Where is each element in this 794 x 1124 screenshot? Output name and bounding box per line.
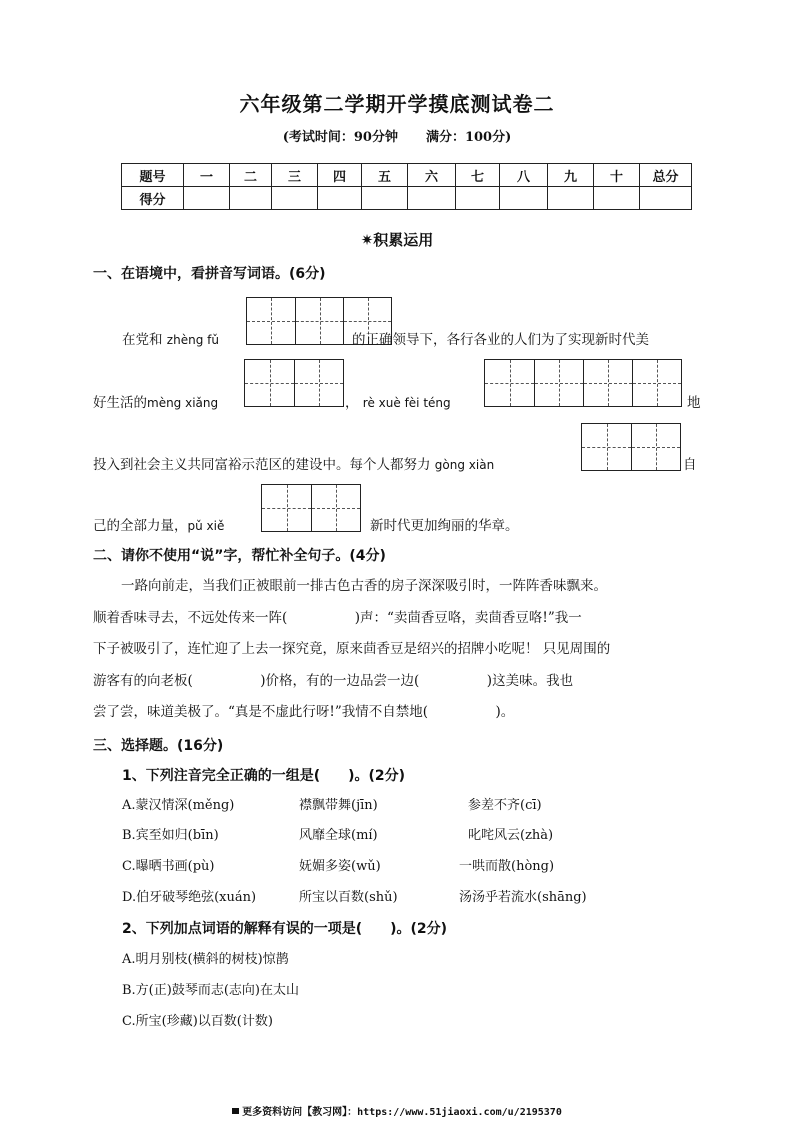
score-row-label: 得分 — [122, 187, 184, 210]
option-c1: C.曝晒书画(pù) — [122, 859, 215, 874]
flag-icon — [232, 1108, 239, 1114]
section-title: ✷积累运用 — [360, 231, 434, 249]
score-cell: 总分 — [640, 164, 692, 187]
score-input-cell[interactable] — [272, 187, 318, 210]
score-cell: 二 — [230, 164, 272, 187]
score-input-cell[interactable] — [456, 187, 500, 210]
q2-paragraph — [93, 571, 705, 729]
score-input-cell[interactable] — [184, 187, 230, 210]
score-cell: 六 — [408, 164, 456, 187]
score-cell: 四 — [318, 164, 362, 187]
exam-info — [0, 126, 794, 145]
option-c3: 一哄而散(hòng) — [459, 859, 555, 874]
pinyin-zhengfu: zhèng fǔ — [166, 333, 219, 347]
score-cell: 八 — [500, 164, 548, 187]
q2-line: 下子被吸引了，连忙迎了上去一探究竟，原来茴香豆是绍兴的招牌小吃呢！ 只见周围的 — [93, 641, 611, 657]
q1-line2 — [93, 391, 218, 411]
q1-line4-tail: 新时代更加绚丽的华章。 — [370, 518, 519, 534]
score-cell: 题号 — [122, 164, 184, 187]
score-input-cell[interactable] — [230, 187, 272, 210]
q1-text: 在党和 — [122, 332, 163, 348]
pinyin-gongxian: gòng xiàn — [434, 458, 495, 472]
score-input-cell[interactable] — [640, 187, 692, 210]
answer-grid-rexuefeiteng[interactable] — [484, 359, 682, 407]
option-c2: 妩媚多姿(wǔ) — [299, 859, 381, 874]
q1-text: 投入到社会主义共同富裕示范区的建设中。每个人都努力 — [93, 457, 431, 473]
q1-line3-tail: 自 — [683, 457, 697, 473]
q2-line: 尝了尝，味道美极了。“真是不虚此行呀!”我情不自禁地( )。 — [93, 704, 515, 720]
answer-grid-puxie[interactable] — [261, 484, 361, 532]
score-table-score-row — [122, 187, 692, 210]
q1-text: ， — [345, 395, 359, 411]
q2-line: 一路向前走，当我们正被眼前一排古色古香的房子深深吸引时，一阵阵香味飘来。 — [121, 578, 607, 594]
score-input-cell[interactable] — [548, 187, 594, 210]
score-table — [121, 163, 692, 210]
score-input-cell[interactable] — [594, 187, 640, 210]
footer — [0, 1103, 794, 1118]
score-input-cell[interactable] — [500, 187, 548, 210]
option-a1: A.蒙汉情深(měng) — [122, 798, 235, 813]
option-a3: 参差不齐(cī) — [468, 798, 542, 813]
q1-heading: 一、在语境中，看拼音写词语。(6分) — [93, 266, 326, 282]
score-table-header-row — [122, 164, 692, 187]
option-b1: B.宾至如归(bīn) — [122, 828, 219, 843]
q1-line1 — [122, 328, 219, 348]
q3-heading: 三、选择题。(16分) — [93, 738, 224, 754]
option-a2: 襟飘带舞(jīn) — [299, 798, 378, 813]
q1-line1-tail: 的正确领导下，各行各业的人们为了实现新时代美 — [352, 332, 649, 348]
q1-line2-tail: 地 — [687, 395, 701, 411]
option-b2: 风靡全球(mí) — [299, 828, 378, 843]
q1-line2-mid — [345, 391, 451, 411]
page-title: 六年级第二学期开学摸底测试卷二 — [239, 92, 555, 116]
q1-text: 好生活的 — [93, 395, 147, 411]
answer-grid-gongxian[interactable] — [581, 423, 681, 471]
option-2b: B.方(正)鼓琴而志(志向)在太山 — [122, 983, 299, 998]
q2-heading: 二、请你不使用“说”字，帮忙补全句子。(4分) — [93, 548, 386, 564]
q1-line3 — [93, 453, 494, 473]
full-score: 满分：100分) — [425, 130, 512, 145]
option-d3: 汤汤乎若流水(shāng) — [459, 890, 587, 905]
answer-grid-mengxiang[interactable] — [244, 359, 344, 407]
score-input-cell[interactable] — [362, 187, 408, 210]
score-input-cell[interactable] — [318, 187, 362, 210]
score-cell: 三 — [272, 164, 318, 187]
option-b3: 叱咤风云(zhà) — [468, 828, 554, 843]
score-cell: 九 — [548, 164, 594, 187]
footer-link[interactable]: 更多资料访问【教习网】：https://www.51jiaoxi.com/u/2195370 — [242, 1107, 562, 1118]
q1-text: 己的全部力量， — [93, 518, 188, 534]
option-2c: C.所宝(珍藏)以百数(计数) — [122, 1014, 273, 1029]
q1-line4 — [93, 514, 224, 534]
score-cell: 一 — [184, 164, 230, 187]
option-d1: D.伯牙破琴绝弦(xuán) — [122, 890, 257, 905]
q3-sub2: 2、下列加点词语的解释有误的一项是( )。(2分) — [122, 921, 448, 937]
pinyin-rexuefeiteng: rè xuè fèi téng — [362, 396, 451, 410]
score-cell: 五 — [362, 164, 408, 187]
option-d2: 所宝以百数(shǔ) — [299, 890, 398, 905]
q3-sub1: 1、下列注音完全正确的一组是( )。(2分) — [122, 768, 406, 784]
exam-time: (考试时间：90分钟 — [282, 130, 398, 145]
score-cell: 十 — [594, 164, 640, 187]
option-2a: A.明月别枝(横斜的树枝)惊鹊 — [122, 952, 289, 967]
pinyin-mengxiang: mèng xiǎng — [147, 396, 219, 410]
score-input-cell[interactable] — [408, 187, 456, 210]
score-cell: 七 — [456, 164, 500, 187]
q2-line: 游客有的向老板( )价格，有的一边品尝一边( )这美味。我也 — [93, 672, 574, 689]
q2-line: 顺着香味寻去，不远处传来一阵( )声：“卖茴香豆咯，卖茴香豆咯!”我一 — [93, 609, 582, 626]
pinyin-puxie: pǔ xiě — [187, 519, 225, 533]
